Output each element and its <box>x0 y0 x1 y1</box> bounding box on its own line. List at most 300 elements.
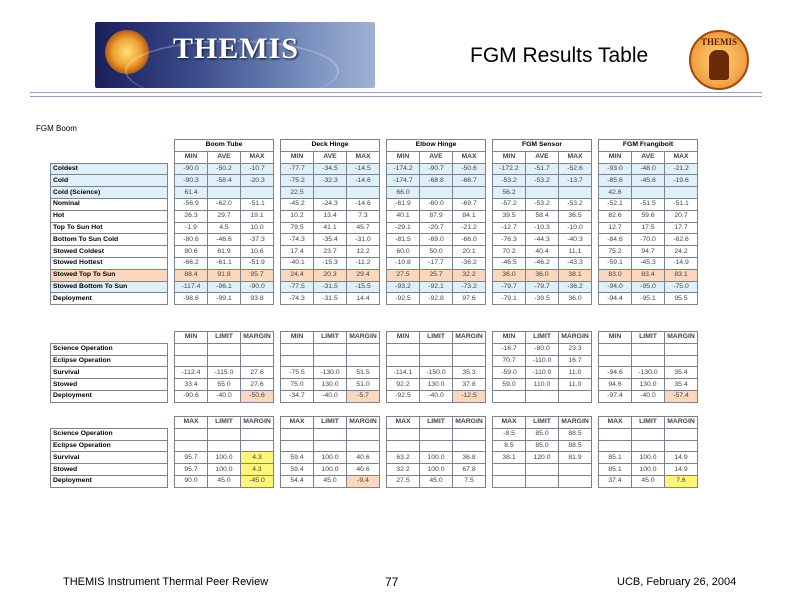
table-cell: 7.3 <box>347 210 380 222</box>
table-cell <box>281 440 314 452</box>
table-cell: -98.6 <box>175 293 208 305</box>
gap-cell <box>274 187 281 199</box>
column-header: MAX <box>387 417 420 429</box>
row-label: Deployment <box>51 293 168 305</box>
table-cell: -52.1 <box>599 198 632 210</box>
table-cell: -77.5 <box>281 281 314 293</box>
table-cell: 87.9 <box>420 210 453 222</box>
table-cell <box>347 187 380 199</box>
table-cell <box>208 187 241 199</box>
table-cell <box>314 440 347 452</box>
gap-cell <box>592 332 599 344</box>
gap-cell <box>274 198 281 210</box>
gap-cell <box>592 390 599 402</box>
table-cell: -77.7 <box>281 163 314 175</box>
table-cell: -99.1 <box>208 293 241 305</box>
table-cell: -40.0 <box>420 390 453 402</box>
table-cell <box>493 475 526 487</box>
gap-cell <box>168 343 175 355</box>
column-header: MIN <box>175 151 208 163</box>
table-cell <box>241 187 274 199</box>
table-cell: -90.6 <box>175 390 208 402</box>
table-cell: 40.1 <box>387 210 420 222</box>
table-cell: -94.0 <box>599 281 632 293</box>
gap-cell <box>274 246 281 258</box>
table-cell: 35.3 <box>453 367 486 379</box>
table-cell: 83.4 <box>632 269 665 281</box>
table-cell: -21.2 <box>665 163 698 175</box>
table-cell: 40.6 <box>347 464 380 476</box>
row-label: Science Operation <box>51 343 168 355</box>
row-label: Survival <box>51 452 168 464</box>
table-cell: 39.5 <box>493 210 526 222</box>
gap-cell <box>168 293 175 305</box>
table-cell: 70.2 <box>493 246 526 258</box>
column-header: MARGIN <box>559 417 592 429</box>
table-cell: 17.5 <box>632 222 665 234</box>
themis-mission-badge <box>689 30 749 90</box>
gap-cell <box>380 175 387 187</box>
gap-cell <box>274 390 281 402</box>
blank-cell <box>51 151 168 163</box>
table-cell: 88.5 <box>559 440 592 452</box>
gap-cell <box>168 452 175 464</box>
table-cell: 20.3 <box>314 269 347 281</box>
table-cell <box>632 428 665 440</box>
gap-cell <box>274 332 281 344</box>
table-cell: -90.3 <box>175 175 208 187</box>
table-cell: 45.0 <box>208 475 241 487</box>
column-group-header: FGM Sensor <box>493 140 592 152</box>
column-header: LIMIT <box>526 332 559 344</box>
table-cell: 100.0 <box>208 464 241 476</box>
table-cell: -14.5 <box>347 163 380 175</box>
row-label: Eclipse Operation <box>51 440 168 452</box>
table-cell <box>314 355 347 367</box>
table-cell: 40.6 <box>347 452 380 464</box>
gap-cell <box>168 475 175 487</box>
table-cell: -69.7 <box>453 198 486 210</box>
gap-cell <box>274 222 281 234</box>
table-cell: -81.5 <box>387 234 420 246</box>
gap-cell <box>592 175 599 187</box>
table-cell: 36.0 <box>559 293 592 305</box>
gap-cell <box>592 428 599 440</box>
table-cell: 75.2 <box>599 246 632 258</box>
table-cell <box>281 355 314 367</box>
gap-cell <box>592 234 599 246</box>
table-cell: -10.3 <box>526 222 559 234</box>
table-cell: -93.2 <box>387 281 420 293</box>
column-header: MAX <box>175 417 208 429</box>
table-cell: -8.5 <box>493 428 526 440</box>
table-row <box>51 440 698 452</box>
table-cell: 79.5 <box>281 222 314 234</box>
table-cell: -5.7 <box>347 390 380 402</box>
blank-cell <box>51 140 168 152</box>
table-cell: -15.5 <box>347 281 380 293</box>
table-cell: 100.0 <box>420 464 453 476</box>
gap-cell <box>592 187 599 199</box>
table-cell: -45.2 <box>281 198 314 210</box>
gap-cell <box>592 464 599 476</box>
table-cell: -60.0 <box>420 198 453 210</box>
gap-cell <box>380 246 387 258</box>
table-cell <box>175 428 208 440</box>
table-cell: -34.5 <box>314 163 347 175</box>
gap-cell <box>380 163 387 175</box>
table-cell: 84.1 <box>453 210 486 222</box>
table-cell: 94.7 <box>632 246 665 258</box>
column-header: AVE <box>208 151 241 163</box>
row-label: Stowed <box>51 379 168 391</box>
table-cell: -93.0 <box>599 163 632 175</box>
table-cell: -57.2 <box>493 198 526 210</box>
row-label: Stowed Coldest <box>51 246 168 258</box>
table-cell: -37.3 <box>241 234 274 246</box>
column-header: MIN <box>387 151 420 163</box>
gap-cell <box>168 379 175 391</box>
column-header: LIMIT <box>632 417 665 429</box>
column-header: MARGIN <box>347 417 380 429</box>
gap-cell <box>592 140 599 152</box>
column-header: MARGIN <box>665 332 698 344</box>
column-header: MARGIN <box>453 332 486 344</box>
table-cell: -174.7 <box>387 175 420 187</box>
table-cell: 23.3 <box>559 343 592 355</box>
row-label: Hot <box>51 210 168 222</box>
table-row <box>51 428 698 440</box>
row-label: Science Operation <box>51 428 168 440</box>
fgm-temperature-table <box>50 139 698 305</box>
gap-cell <box>486 187 493 199</box>
table-cell: 59.4 <box>281 452 314 464</box>
table-cell: 27.5 <box>387 475 420 487</box>
table-cell: -31.5 <box>314 281 347 293</box>
gap-cell <box>274 281 281 293</box>
header-rule-top <box>30 92 762 93</box>
table-cell: 4.3 <box>241 452 274 464</box>
table-cell: -39.5 <box>526 293 559 305</box>
footer-left: THEMIS Instrument Thermal Peer Review <box>63 576 269 588</box>
table-cell <box>453 343 486 355</box>
table-row <box>51 234 698 246</box>
table-cell: -117.4 <box>175 281 208 293</box>
table-cell: 97.6 <box>453 293 486 305</box>
table-cell: -110.0 <box>526 355 559 367</box>
gap-cell <box>486 452 493 464</box>
table-cell <box>387 355 420 367</box>
table-cell: -40.0 <box>208 390 241 402</box>
gap-cell <box>380 417 387 429</box>
table-cell <box>632 343 665 355</box>
gap-cell <box>486 464 493 476</box>
column-header: MIN <box>599 332 632 344</box>
column-header: MAX <box>241 151 274 163</box>
table-cell: 10.6 <box>241 246 274 258</box>
table-row <box>51 293 698 305</box>
row-label: Stowed Bottom To Sun <box>51 281 168 293</box>
gap-cell <box>592 222 599 234</box>
table-cell: 50.0 <box>420 246 453 258</box>
column-header: LIMIT <box>314 417 347 429</box>
table-cell <box>526 187 559 199</box>
row-label: Top To Sun Hot <box>51 222 168 234</box>
gap-cell <box>168 140 175 152</box>
gap-cell <box>168 234 175 246</box>
table-cell: -66.2 <box>175 257 208 269</box>
column-header: MARGIN <box>453 417 486 429</box>
table-cell <box>632 440 665 452</box>
table-cell: 91.8 <box>208 269 241 281</box>
table-cell <box>175 355 208 367</box>
row-label: Nominal <box>51 198 168 210</box>
table-cell: 41.1 <box>314 222 347 234</box>
table-cell: -10.7 <box>241 163 274 175</box>
table-cell: -14.9 <box>665 257 698 269</box>
table-cell: 95.7 <box>175 464 208 476</box>
table-cell: -94.4 <box>599 293 632 305</box>
table-cell: 32.2 <box>453 269 486 281</box>
gap-cell <box>592 355 599 367</box>
gap-cell <box>274 440 281 452</box>
table-cell: -50.6 <box>453 163 486 175</box>
table-cell: -114.1 <box>387 367 420 379</box>
table-cell: -90.0 <box>241 281 274 293</box>
table-cell: -16.7 <box>493 343 526 355</box>
table-cell: 4.5 <box>208 222 241 234</box>
table-cell: -110.0 <box>526 367 559 379</box>
table-cell <box>665 187 698 199</box>
table-row <box>51 367 698 379</box>
table-cell: -68.8 <box>420 175 453 187</box>
table-cell: -62.0 <box>208 198 241 210</box>
table-cell: 11.1 <box>559 246 592 258</box>
table-cell: 38.1 <box>559 269 592 281</box>
table-cell <box>420 187 453 199</box>
table-cell: -51.1 <box>665 198 698 210</box>
table-cell: 14.9 <box>665 452 698 464</box>
table-cell: 45.0 <box>314 475 347 487</box>
table-cell: 100.0 <box>420 452 453 464</box>
gap-cell <box>168 151 175 163</box>
row-label: Survival <box>51 367 168 379</box>
table-cell: 63.2 <box>387 452 420 464</box>
table-row <box>51 343 698 355</box>
table-cell: 80.6 <box>175 246 208 258</box>
table-cell: 19.1 <box>241 210 274 222</box>
row-label: Stowed <box>51 464 168 476</box>
row-label: Deployment <box>51 390 168 402</box>
column-header: MARGIN <box>559 332 592 344</box>
gap-cell <box>380 379 387 391</box>
row-label: Eclipse Operation <box>51 355 168 367</box>
gap-cell <box>168 175 175 187</box>
table-cell: 12.7 <box>599 222 632 234</box>
section-label: FGM Boom <box>36 124 77 133</box>
gap-cell <box>274 428 281 440</box>
table-cell: -11.2 <box>347 257 380 269</box>
table-cell: 7.6 <box>665 475 698 487</box>
table-row <box>51 452 698 464</box>
table-cell <box>347 355 380 367</box>
table-cell: -76.3 <box>493 234 526 246</box>
table-cell: -56.9 <box>175 198 208 210</box>
gap-cell <box>486 355 493 367</box>
gap-cell <box>274 367 281 379</box>
table-cell: -15.3 <box>314 257 347 269</box>
gap-cell <box>274 293 281 305</box>
table-cell: 61.9 <box>208 246 241 258</box>
table-cell <box>453 428 486 440</box>
table-cell: 27.5 <box>387 269 420 281</box>
table-cell: -92.5 <box>387 390 420 402</box>
gap-cell <box>380 428 387 440</box>
table-cell <box>241 343 274 355</box>
table-cell: -66.7 <box>453 175 486 187</box>
gap-cell <box>168 428 175 440</box>
table-row <box>51 281 698 293</box>
table-cell: 59.0 <box>493 379 526 391</box>
gap-cell <box>486 269 493 281</box>
gap-cell <box>486 222 493 234</box>
table-cell: 59.4 <box>281 464 314 476</box>
table-cell: -24.3 <box>314 198 347 210</box>
table-cell: -20.3 <box>241 175 274 187</box>
row-label: Deployment <box>51 475 168 487</box>
table-cell: 85.1 <box>599 452 632 464</box>
table-cell <box>241 355 274 367</box>
table-cell: 36.0 <box>526 269 559 281</box>
gap-cell <box>168 187 175 199</box>
column-header: MIN <box>175 332 208 344</box>
table-cell: -174.2 <box>387 163 420 175</box>
gap-cell <box>274 210 281 222</box>
table-cell: 100.0 <box>314 452 347 464</box>
table-cell <box>175 440 208 452</box>
gap-cell <box>486 417 493 429</box>
table-cell: -36.2 <box>453 257 486 269</box>
column-header: MIN <box>493 332 526 344</box>
column-header: LIMIT <box>420 417 453 429</box>
gap-cell <box>274 269 281 281</box>
table-cell: 27.6 <box>241 379 274 391</box>
table-row <box>51 175 698 187</box>
table-cell <box>493 464 526 476</box>
table-row <box>51 198 698 210</box>
table-cell <box>347 428 380 440</box>
table-cell <box>420 440 453 452</box>
gap-cell <box>592 452 599 464</box>
gap-cell <box>168 246 175 258</box>
fgm-max-margin-table <box>50 416 698 488</box>
gap-cell <box>274 452 281 464</box>
table-cell: 11.0 <box>559 379 592 391</box>
table-cell <box>493 390 526 402</box>
gap-cell <box>486 151 493 163</box>
gap-cell <box>486 175 493 187</box>
gap-cell <box>592 281 599 293</box>
table-cell: 95.7 <box>241 269 274 281</box>
table-cell: 12.2 <box>347 246 380 258</box>
table-cell <box>453 440 486 452</box>
table-cell: 130.0 <box>314 379 347 391</box>
table-cell: 10.2 <box>281 210 314 222</box>
table-cell: -43.3 <box>559 257 592 269</box>
table-cell: 93.8 <box>241 293 274 305</box>
table-cell: -150.0 <box>420 367 453 379</box>
column-header: LIMIT <box>314 332 347 344</box>
column-header: AVE <box>526 151 559 163</box>
table-cell: 70.7 <box>493 355 526 367</box>
table-cell: -35.4 <box>314 234 347 246</box>
table-cell: -45.8 <box>632 175 665 187</box>
table-cell: 35.4 <box>665 367 698 379</box>
table-cell <box>347 343 380 355</box>
table-row <box>51 269 698 281</box>
table-cell <box>559 390 592 402</box>
table-cell: -36.2 <box>559 281 592 293</box>
table-cell: -21.2 <box>453 222 486 234</box>
gap-cell <box>486 332 493 344</box>
column-header: MARGIN <box>241 332 274 344</box>
gap-cell <box>168 440 175 452</box>
table-cell: 24.4 <box>281 269 314 281</box>
table-row <box>51 210 698 222</box>
table-cell: -32.3 <box>314 175 347 187</box>
column-header: MARGIN <box>347 332 380 344</box>
table-cell: 33.4 <box>175 379 208 391</box>
gap-cell <box>380 355 387 367</box>
table-cell: -92.5 <box>387 293 420 305</box>
gap-cell <box>592 343 599 355</box>
table-cell: -94.6 <box>599 367 632 379</box>
table-cell: 55.0 <box>208 379 241 391</box>
table-cell: -115.0 <box>208 367 241 379</box>
gap-cell <box>486 367 493 379</box>
table-cell: -75.0 <box>665 281 698 293</box>
gap-cell <box>486 440 493 452</box>
table-cell: -92.1 <box>420 281 453 293</box>
table-cell <box>347 440 380 452</box>
gap-cell <box>486 343 493 355</box>
table-cell: -80.0 <box>526 343 559 355</box>
column-group-header: FGM Frangibolt <box>599 140 698 152</box>
table-cell: -84.6 <box>599 234 632 246</box>
table-cell <box>314 428 347 440</box>
gap-cell <box>168 281 175 293</box>
table-row <box>51 464 698 476</box>
table-cell: -112.4 <box>175 367 208 379</box>
row-label: Stowed Top To Sun <box>51 269 168 281</box>
table-cell: 26.3 <box>175 210 208 222</box>
themis-banner-logo <box>95 22 375 88</box>
page-title: FGM Results Table <box>470 44 649 67</box>
gap-cell <box>380 210 387 222</box>
table-cell: 88.5 <box>559 428 592 440</box>
table-cell <box>453 187 486 199</box>
table-cell: -51.9 <box>241 257 274 269</box>
column-header: AVE <box>420 151 453 163</box>
gap-cell <box>274 175 281 187</box>
table-cell: -80.6 <box>175 234 208 246</box>
table-cell: -31.0 <box>347 234 380 246</box>
gap-cell <box>592 257 599 269</box>
table-cell <box>208 343 241 355</box>
gap-cell <box>380 151 387 163</box>
table-cell <box>420 355 453 367</box>
table-cell: -130.0 <box>314 367 347 379</box>
